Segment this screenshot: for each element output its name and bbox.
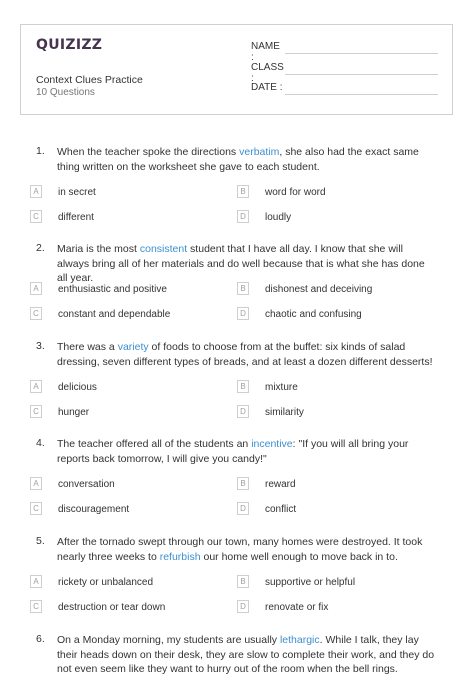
question-text-part: The teacher offered all of the students an (57, 438, 252, 450)
question-number: 2. (36, 242, 45, 254)
option-text: discouragement (58, 504, 130, 515)
option-letter-box: A (30, 282, 42, 295)
vocab-word: refurbish (159, 550, 201, 563)
date-field[interactable] (251, 82, 285, 93)
vocab-word: variety (117, 341, 149, 353)
option-letter-box: A (30, 185, 42, 198)
question-text (57, 437, 437, 466)
question-text-part: There was a (57, 341, 118, 353)
option-text: hunger (58, 407, 90, 418)
vocab-word: incentive (251, 438, 293, 450)
option-letter-box: C (30, 405, 42, 418)
question-text (57, 340, 437, 369)
option-letter-box: B (237, 380, 249, 393)
question-number: 5. (36, 535, 45, 547)
question-text-part: When the teacher spoke the directions (57, 146, 240, 158)
option-letter-box: C (30, 307, 42, 320)
option-text: loudly (265, 212, 292, 223)
question-number: 3. (36, 340, 45, 352)
option-text: similarity (265, 407, 304, 418)
question-number: 1. (36, 145, 45, 157)
option-text: delicious (58, 382, 97, 393)
class-field[interactable] (251, 62, 285, 84)
option-text: destruction or tear down (58, 602, 166, 613)
option-text: rickety or unbalanced (58, 577, 154, 588)
option-text: in secret (58, 187, 96, 198)
name-field[interactable] (251, 41, 285, 63)
option-letter-box: A (30, 575, 42, 588)
option-letter-box: D (237, 210, 249, 223)
question-text-part: , she also had the exact same thing written on the worksheet she gave to each student. (57, 146, 419, 173)
option-text: mixture (265, 382, 298, 393)
option-text: chaotic and confusing (265, 309, 362, 320)
quizizz-logo: QUIZIZZ (36, 37, 103, 53)
option-letter-box: B (237, 282, 249, 295)
vocab-word: consistent (139, 243, 188, 255)
question-text-part: : "If you will all bring your reports back tomorrow, I will give you candy!" (57, 438, 409, 465)
date-label: DATE : (251, 82, 283, 93)
vocab-word: lethargic (279, 634, 320, 646)
question-text-part: student that I have all day. I know that she will always bring all of her materials and do well because that is what she has done all year. (57, 243, 425, 284)
option-text: word for word (265, 187, 326, 198)
option-text: enthusiastic and positive (58, 284, 167, 295)
option-letter-box: B (237, 477, 249, 490)
option-letter-box: D (237, 307, 249, 320)
question-text (57, 145, 437, 174)
option-text: renovate or fix (265, 602, 329, 613)
option-text: supportive or helpful (265, 577, 356, 588)
question-text-part: On a Monday morning, my students are usually (57, 634, 280, 646)
option-text: conversation (58, 479, 115, 490)
option-letter-box: C (30, 210, 42, 223)
question-text (57, 242, 437, 286)
option-letter-box: D (237, 405, 249, 418)
option-letter-box: D (237, 600, 249, 613)
class-line (285, 74, 438, 75)
question-number: 4. (36, 437, 45, 449)
option-letter-box: C (30, 502, 42, 515)
option-letter-box: D (237, 502, 249, 515)
option-letter-box: A (30, 477, 42, 490)
option-letter-box: C (30, 600, 42, 613)
question-count: 10 Questions (36, 87, 95, 98)
date-line (285, 94, 438, 95)
question-number: 6. (36, 633, 45, 645)
question-text-part: Maria is the most (57, 243, 140, 255)
question-text-part: After the tornado swept through our town, many homes were destroyed. It took nearly three weeks to (57, 536, 423, 563)
option-text: conflict (265, 504, 297, 515)
name-line (285, 53, 438, 54)
option-letter-box: B (237, 185, 249, 198)
option-letter-box: A (30, 380, 42, 393)
question-text-part: our home well enough to move back in to. (200, 550, 398, 563)
question-text (57, 535, 437, 564)
question-text-part: . While I talk, they lay their heads down on their desk, they are slow to complete their work, and they do not even seem like they want to hurry out of the room when the bell rings. (57, 634, 435, 675)
vocab-word: verbatim (239, 146, 280, 158)
question-text-part: of foods to choose from at the buffet: six kinds of salad dressing, seven different types of breads, and at least a dozen different desserts! (57, 341, 433, 368)
worksheet-header (20, 24, 453, 115)
option-letter-box: B (237, 575, 249, 588)
option-text: reward (265, 479, 296, 490)
option-text: dishonest and deceiving (265, 284, 373, 295)
option-text: constant and dependable (58, 309, 171, 320)
name-label: NAME : (251, 41, 280, 63)
worksheet-title: Context Clues Practice (36, 74, 143, 86)
option-text: different (58, 212, 94, 223)
class-label: CLASS : (251, 62, 284, 84)
